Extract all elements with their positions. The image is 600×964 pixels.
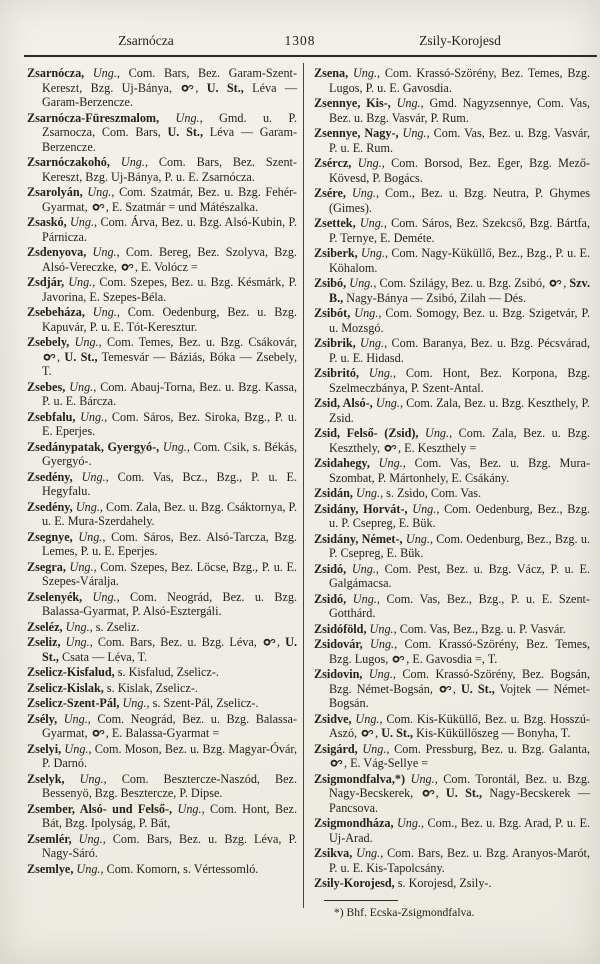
entry: [314, 532, 590, 561]
entry-text: Ung.: [84, 66, 117, 80]
entry-text: , Com. Szilágy, Bez. u. Bzg. Zsibó,: [373, 276, 549, 290]
entry: [27, 560, 297, 589]
entry-text: Ung.: [346, 276, 374, 290]
entry: [27, 742, 297, 771]
entry-headword: Zsibritó,: [314, 366, 360, 380]
entry-text: Nagy-Becskerek — Pancsova.: [329, 786, 591, 815]
entry-text: , Com. Oedenburg, Bez., Bzg. u. P. Csepreg, E. Bük.: [329, 501, 590, 530]
entry-text: U. St.,: [445, 786, 483, 800]
entry-text: s. Korojesd, Zsily-.: [394, 876, 492, 890]
entry-text: Ung.: [62, 619, 90, 634]
entry-text: , Com. Bars, Bez. u. Bzg. Aranyos-Marót, P. u. E. Kis-Tapolcsány.: [329, 846, 590, 875]
entry: [27, 530, 297, 559]
entry-text: Ung.: [82, 589, 117, 604]
entry-text: Ung.: [345, 186, 376, 200]
entry: [27, 862, 297, 877]
entry-text: , Com. Sáros, Bez. Szekcső, Bzg. Bártfa, P. Ternye, E. Deméte.: [329, 216, 590, 245]
entry-text: s. Kislak, Zselicz-.: [103, 680, 198, 695]
entry-headword: Zselyi,: [27, 741, 62, 756]
entry-text: , Com. Csik, s. Békás, Gyergyó-.: [42, 439, 297, 468]
entry: [27, 380, 297, 409]
entry-text: Ung.: [351, 156, 382, 170]
entry-text: , Com. Krassó-Szörény, Bez. Bogsán, Bzg. Német-Bogsán,: [329, 667, 591, 696]
entry: [314, 426, 590, 455]
entry-text: Nagy-Bánya — Zsibó, Zilah — Dés.: [343, 290, 527, 305]
entry-text: Vojtek — Német-Bogsán.: [329, 681, 590, 710]
entry-text: U. St.,: [64, 349, 98, 364]
left-column: [27, 66, 297, 876]
entry-text: , E. Gavosdia =, T.: [406, 651, 498, 666]
entry-text: , Com. Vas, Bez., Bzg., P. u. E. Szent-Gotthárd.: [329, 591, 590, 620]
entry-text: , s. Zseliz.: [89, 619, 140, 634]
entry-text: Ung.: [61, 741, 89, 756]
entry-text: , Com. Komorn, s. Vértessomló.: [100, 861, 259, 876]
post-horn-icon: [181, 84, 194, 93]
entry: [314, 846, 590, 875]
entry: [314, 216, 590, 245]
entry-headword: Zsegnye,: [27, 529, 73, 544]
entry-text: , Com. Abauj-Torna, Bez. u. Bzg. Kassa, P. u. E. Bárcza.: [42, 379, 297, 408]
entry-text: U. St.,: [381, 726, 414, 740]
entry: [27, 681, 297, 696]
footnote-rule: [324, 900, 398, 901]
entry-headword: Zsibó,: [314, 276, 347, 290]
entry-text: , E. Keszthely =: [398, 440, 477, 455]
post-horn-icon: [330, 759, 343, 768]
entry-text: Szv. B.,: [329, 276, 590, 305]
running-head-right: Zsily-Korojesd: [419, 33, 501, 48]
entry-headword: Zsidóföld,: [314, 621, 367, 636]
entry-headword: Zselyk,: [27, 771, 65, 786]
entry-text: , E. Szatmár = und Mátészalka.: [105, 199, 259, 214]
entry-text: Kis-Küküllőszeg — Bonyha, T.: [413, 726, 571, 740]
entry-text: Ung.: [346, 561, 376, 576]
entry-text: Ung.: [352, 846, 381, 860]
entry-text: ,: [195, 80, 207, 95]
entry-text: Ung.: [357, 741, 387, 756]
entry-text: Ung.: [72, 529, 103, 544]
entry-text: , Com. Bars, Bez. u. Bzg. Léva, P. Nagy-Sáró.: [42, 831, 297, 860]
entry-text: Ung.: [64, 771, 104, 786]
entry-headword: Zsarolyán,: [27, 185, 83, 199]
entry-text: , Com. Neográd, Bez. u. Bzg. Balassa-Gyarmat, P. Alsó-Esztergáli.: [42, 589, 297, 618]
entry-headword: Zsedény,: [27, 469, 73, 484]
entry: [27, 802, 297, 831]
entry-headword: Zsebes,: [27, 379, 66, 394]
entry-text: Ung.: [348, 66, 378, 80]
entry-text: Ung.: [346, 591, 377, 606]
entry-text: , Com. Szepes, Bez. Löcse, Bzg., P. u. E. Szepes-Váralja.: [42, 559, 297, 588]
entry-text: Ung.: [72, 499, 100, 514]
post-horn-icon: [92, 203, 105, 212]
post-horn-icon: [92, 729, 105, 738]
entry-text: U. St.,: [42, 635, 297, 664]
entry-text: , Com. Krassó-Szörény, Bez. Temes, Bzg. Lugos, P. u. E. Gavosdia.: [329, 66, 590, 95]
post-horn-icon: [121, 263, 134, 272]
entry-text: , Com. Vas, Bez. u. Bzg. Vasvár, P. u. E. Rum.: [329, 126, 590, 155]
entry: [314, 336, 590, 365]
entry-text: Léva — Garam-Berzencze.: [42, 80, 298, 109]
entry-text: Ung.: [362, 637, 395, 651]
entry-text: Ung.: [109, 155, 145, 169]
entry-text: U. St.,: [206, 80, 244, 95]
entry-headword: Zseléz,: [27, 619, 63, 634]
entry-text: Ung.: [71, 831, 103, 846]
footnote: *) Bhf. Ecska-Zsigmondfalva.: [334, 905, 475, 919]
entry-headword: Zselicz-Kislak,: [27, 680, 104, 695]
entry-headword: Zsember, Alsó- und Felső-,: [27, 801, 173, 816]
entry-text: Ung.: [352, 486, 381, 500]
entry-headword: Zselicz-Szent-Pál,: [27, 696, 120, 710]
entry-text: Ung.: [366, 621, 394, 636]
entry-text: Ung.: [351, 711, 380, 726]
post-horn-icon: [392, 655, 405, 664]
entry-text: , s. Zsido, Com. Vas.: [380, 486, 482, 500]
entry: [314, 366, 590, 395]
entry: [27, 335, 297, 379]
entry-text: Ung.: [65, 379, 94, 394]
entry-headword: Zsibót,: [314, 306, 351, 320]
entry-text: ,: [57, 349, 65, 364]
entry-text: Ung.: [72, 469, 106, 484]
entry: [314, 396, 590, 425]
entry-text: Ung.: [372, 396, 400, 410]
entry: [314, 622, 590, 637]
entry-headword: Zsegra,: [27, 559, 66, 574]
entry: [27, 832, 297, 861]
entry-text: Ung.: [407, 501, 437, 516]
entry-headword: Zsdjár,: [27, 275, 65, 289]
entry: [27, 590, 297, 619]
entry-text: Ung.: [69, 335, 99, 349]
entry-headword: Zsemlye,: [27, 861, 74, 876]
entry: [27, 470, 297, 499]
post-horn-icon: [549, 279, 562, 288]
entry-headword: Zsidovin,: [314, 667, 363, 681]
entry: [314, 276, 590, 305]
entry-text: U. St.,: [460, 681, 495, 696]
entry: [27, 772, 297, 801]
entry: [314, 306, 590, 335]
entry-headword: Zsennye, Kis-,: [314, 96, 391, 110]
header-rule: [24, 55, 597, 57]
entry-text: , Com. Baranya, Bez. u. Bzg. Pécsvárad, P. u. E. Hidasd.: [329, 336, 590, 365]
entry-text: , Com., Bez. u. Bzg. Neutra, P. Ghymes (Gimes).: [329, 186, 590, 215]
entry-headword: Zsére,: [314, 186, 346, 200]
entry-text: , Com. Hont, Bez. Korpona, Bzg. Szelmeczbánya, P. Szent-Antal.: [329, 366, 590, 395]
entry: [314, 456, 590, 485]
entry: [314, 126, 590, 155]
column-divider: [303, 63, 304, 908]
entry-headword: Zsigmondháza,: [314, 816, 394, 830]
entry-text: , Com. Sáros, Bez. Alsó-Tarcza, Bzg. Lemes, P. u. E. Eperjes.: [42, 529, 297, 558]
entry-headword: Zselicz-Kisfalud,: [27, 665, 115, 679]
entry: [314, 486, 590, 501]
entry: [27, 440, 297, 469]
entry-text: Ung.: [357, 246, 385, 260]
entry-headword: Zsettek,: [314, 216, 356, 230]
entry-text: , Com. Zala, Bez. u. Bzg. Csáktornya, P. u. E. Mura-Szerdahely.: [42, 499, 297, 528]
entry-text: Ung.: [73, 861, 101, 876]
entry-headword: Zsedény,: [27, 499, 73, 514]
entry: [27, 665, 297, 680]
entry-text: , Com. Szatmár, Bez. u. Bzg. Fehér-Gyarmat,: [42, 185, 297, 214]
entry: [314, 712, 590, 741]
entry-text: Ung.: [60, 635, 90, 649]
entry-text: , Com. Vas, Bez. u. Bzg. Mura-Szombat, P. Mártonhely, E. Csákány.: [329, 456, 590, 485]
entry-text: , Gmd. Nagyzsennye, Com. Vas, Bez. u. Bzg. Vasvár, P. Rum.: [329, 96, 590, 125]
entry-text: Ung.: [402, 531, 430, 546]
entry: [27, 620, 297, 635]
entry-text: , Com. Krassó-Szörény, Bez. Temes, Bzg. Lugos,: [329, 637, 590, 666]
entry-text: Ung.: [57, 711, 88, 726]
entry-text: Ung.: [84, 305, 117, 319]
entry-text: , Com., Bez. u. Bzg. Arad, P. u. E. Uj-Arad.: [329, 816, 590, 845]
entry-headword: Zsidán,: [314, 486, 353, 500]
entry-headword: Zsércz,: [314, 156, 352, 170]
entry: [314, 562, 590, 591]
entry-text: Ung.: [64, 275, 93, 289]
entry: [27, 185, 297, 214]
entry-headword: Zsennye, Nagy-,: [314, 126, 399, 140]
entry-text: , Com. Besztercze-Naszód, Bez. Bessenyö, Bzg. Besztercze, P. Dipse.: [42, 771, 297, 800]
entry-headword: Zsedánypatak, Gyergyó-,: [27, 439, 160, 454]
entry: [314, 246, 590, 275]
post-horn-icon: [384, 444, 397, 453]
entry-headword: Zsidahegy,: [314, 456, 370, 470]
entry-text: Ung.: [390, 96, 421, 110]
post-horn-icon: [422, 789, 435, 798]
post-horn-icon: [439, 685, 452, 694]
entry-headword: Zsiberk,: [314, 246, 358, 260]
entry-text: Ung.: [65, 559, 94, 574]
page-number: 1308: [284, 33, 316, 48]
entry-text: Ung.: [362, 667, 393, 681]
entry-headword: Zseliz,: [27, 635, 61, 649]
entry-headword: Zsély,: [27, 711, 58, 726]
entry-text: , Com. Bars, Bez. u. Bzg. Léva,: [89, 635, 262, 649]
entry: [27, 245, 297, 274]
entry-text: Temesvár — Báziás, Bóka — Zsebely, T.: [42, 349, 297, 378]
entry-headword: Zsaskó,: [27, 215, 67, 229]
entry-headword: Zsidovár,: [314, 637, 363, 651]
entry: [314, 876, 590, 891]
entry-headword: Zsigmondfalva,*): [314, 771, 406, 786]
entry-text: ,: [276, 635, 286, 649]
entry-text: , Com. Moson, Bez. u. Bzg. Magyar-Óvár, P. Darnó.: [42, 741, 297, 770]
entry-headword: Zsebely,: [27, 335, 70, 349]
entry-headword: Zsdenyova,: [27, 245, 87, 259]
entry-text: , Com. Somogy, Bez. u. Bzg. Szigetvár, P. u. Mozsgó.: [329, 306, 590, 335]
entry-text: ,: [452, 681, 461, 696]
entry: [27, 66, 297, 110]
entry-text: , Com. Vas, Bcz., Bzg., P. u. E. Hegyfalu.: [42, 469, 297, 498]
entry: [27, 410, 297, 439]
entry: [314, 66, 590, 95]
entry-text: , E. Volócz =: [134, 259, 198, 274]
right-column: [314, 66, 590, 920]
entry-text: Ung.: [359, 366, 393, 380]
entry-headword: Zsarnócza-Füreszmalom,: [27, 110, 160, 125]
entry: [314, 816, 590, 845]
entry-text: Léva — Garam-Berzencze.: [42, 125, 298, 154]
entry-text: , E. Vág-Sellye =: [344, 756, 429, 770]
entry-text: , Com. Sáros, Bez. Siroka, Bzg., P. u. E. Eperjes.: [42, 409, 297, 438]
entry: [314, 667, 590, 711]
entry-text: U. St.,: [167, 125, 204, 139]
entry-text: , Com. Kis-Küküllő, Bez. u. Bzg. Hosszú-Aszó,: [329, 711, 590, 740]
entry-text: Ung.: [405, 771, 435, 786]
entry-text: , Com. Pest, Bez. u. Bzg. Vácz, P. u. E. Galgámacsa.: [329, 561, 590, 590]
entry: [314, 502, 590, 531]
running-head-left: Zsarnócza: [118, 33, 174, 48]
entry-text: , Com. Vas, Bez., Bzg. u. P. Vasvár.: [393, 621, 566, 636]
entry-headword: Zsemlér,: [27, 831, 72, 846]
entry-text: , Com. Zala, Bez. u. Bzg. Keszthely, P. Zsid.: [329, 396, 590, 425]
entry-text: , Com. Bars, Bez. Szent-Kereszt, Bzg. Uj-Bánya, P. u. E. Zsarnócza.: [42, 155, 297, 184]
entry-headword: Zsidve,: [314, 711, 352, 726]
running-head: [0, 33, 600, 51]
entry-text: , E. Balassa-Gyarmat =: [105, 726, 220, 740]
entry-headword: Zsily-Korojesd,: [314, 876, 395, 890]
entry-text: Ung.: [172, 801, 202, 816]
entry-headword: Zselenyék,: [27, 589, 83, 604]
entry-text: , Com. Borsod, Bez. Eger, Bzg. Mező-Kövesd, P. Bogács.: [329, 156, 590, 185]
entry-text: Ung.: [398, 126, 427, 140]
post-horn-icon: [263, 638, 276, 647]
entry: [27, 696, 297, 711]
entry-headword: Zsena,: [314, 66, 349, 80]
entry-text: Ung.: [86, 245, 117, 259]
entry-text: , s. Szent-Pál, Zselicz-.: [146, 696, 259, 710]
entry-text: , Com. Pressburg, Bez. u. Bzg. Galanta,: [386, 741, 590, 756]
entry-headword: Zsibrik,: [314, 336, 356, 350]
entry-headword: Zsid, Felső- (Zsid),: [314, 426, 419, 440]
entry: [27, 215, 297, 244]
entry-text: ,: [375, 726, 382, 740]
entry: [27, 635, 297, 664]
entry-headword: Zsikva,: [314, 846, 353, 860]
entry-headword: Zsidó,: [314, 591, 347, 606]
entry-text: Ung.: [66, 215, 95, 229]
entry-headword: Zsarnócza,: [27, 66, 85, 80]
entry-text: , Com. Temes, Bez. u. Bzg. Csákovár,: [98, 335, 297, 349]
entry-text: s. Kisfalud, Zselicz-.: [114, 665, 219, 679]
entry: [27, 111, 297, 155]
entry-text: Ung.: [119, 696, 147, 710]
entry-text: , Com. Zala, Bez. u. Bzg. Keszthely,: [329, 426, 591, 455]
entry-text: Ung.: [82, 185, 112, 199]
entry-headword: Zsid, Alsó-,: [314, 396, 373, 410]
entry-headword: Zsidány, Horvát-,: [314, 501, 408, 516]
entry: [314, 592, 590, 621]
entry-text: Ung.: [393, 816, 422, 830]
entry-headword: Zsigárd,: [314, 741, 358, 756]
entry-text: , Com. Oedenburg, Bez., Bzg. u. P. Csepreg, E. Bük.: [329, 531, 590, 560]
entry-headword: Zsebeháza,: [27, 305, 85, 319]
entry-text: Ung.: [159, 439, 187, 454]
post-horn-icon: [361, 729, 374, 738]
entry-text: Ung.: [369, 456, 403, 470]
entry-text: Ung.: [75, 409, 105, 424]
entry-text: ,: [563, 276, 570, 290]
entry: [314, 637, 590, 666]
entry-text: Ung.: [355, 336, 385, 350]
entry: [314, 742, 590, 771]
entry-text: Ung.: [418, 426, 450, 440]
entry-text: , Com. Hont, Bez. Bát, Bzg. Ipolyság, P. Bát,: [42, 801, 297, 830]
entry-text: , Com. Árva, Bez. u. Bzg. Alsó-Kubin, P. Párnicza.: [42, 215, 297, 244]
entry-headword: Zsebfalu,: [27, 409, 76, 424]
entry-text: , Com. Neográd, Bez. u. Bzg. Balassa-Gyarmat,: [42, 711, 298, 740]
entry-text: Ung.: [350, 306, 379, 320]
entry: [314, 156, 590, 185]
entry: [27, 712, 297, 741]
entry-text: , Com. Szepes, Bez. u. Bzg. Késmárk, P. Javorina, E. Szepes-Béla.: [42, 275, 297, 304]
entry: [27, 500, 297, 529]
entry-text: , Gmd. u. P. Zsarnocza, Com. Bars,: [42, 110, 297, 139]
entry-headword: Zsidó,: [314, 561, 347, 576]
entry: [314, 96, 590, 125]
entry-text: Ung.: [355, 216, 384, 230]
entry-text: , Com. Bars, Bez. Garam-Szent-Kereszt, Bzg. Uj-Bánya,: [42, 66, 297, 95]
entry-headword: Zsidány, Német-,: [314, 531, 403, 546]
entry: [314, 186, 590, 215]
entry-headword: Zsarnóczakohó,: [27, 155, 110, 169]
entry: [27, 155, 297, 184]
entry-text: ,: [435, 786, 446, 800]
post-horn-icon: [43, 353, 56, 362]
entry: [27, 275, 297, 304]
entry-text: , Com. Nagy-Küküllő, Bez., Bzg., P. u. E. Köhalom.: [329, 246, 590, 275]
entry-text: , Com. Torontál, Bez. u. Bzg. Nagy-Becskerek,: [329, 771, 590, 800]
entry-text: Csata — Léva, T.: [58, 649, 148, 664]
entry: [27, 305, 297, 334]
entry-text: Ung.: [159, 110, 200, 125]
entry-text: , Com. Oedenburg, Bez. u. Bzg. Kapuvár, P. u. E. Tót-Keresztur.: [42, 305, 297, 334]
entry-text: , Com. Bereg, Bez. Szolyva, Bzg. Alsó-Vereczke,: [42, 245, 297, 274]
entry: [314, 772, 590, 816]
